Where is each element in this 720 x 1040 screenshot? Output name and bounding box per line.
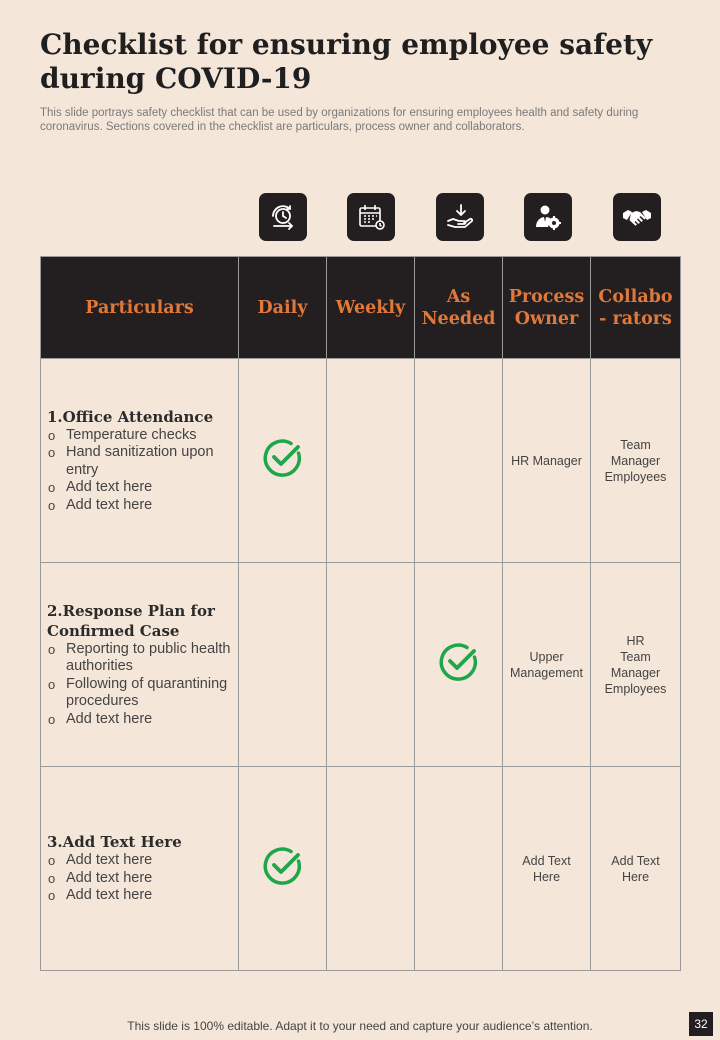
daily-cell — [239, 767, 327, 971]
list-item: o Following of quarantining procedures — [47, 676, 232, 711]
handshake-icon — [613, 193, 661, 241]
header-process-owner: Process Owner — [503, 257, 591, 359]
weekly-cell — [327, 359, 415, 563]
collaborator: Employees — [604, 681, 667, 696]
daily-cell — [239, 563, 327, 767]
process-owner-text: Add Text Here — [522, 853, 571, 884]
check-icon — [262, 437, 304, 479]
list-item: o Reporting to public health authorities — [47, 641, 232, 676]
section-title: 2.Response Plan for Confirmed Case — [47, 601, 215, 640]
timer-icon — [259, 193, 307, 241]
collaborator: Team — [620, 437, 651, 452]
collaborator: HR — [626, 633, 645, 648]
page-subtitle: This slide portrays safety checklist that can be used by organizations for ensuring employees health and safety during coronavirus. Sections covered in the checklist are particulars, process owner and collaborators. — [40, 107, 639, 133]
item-list — [47, 641, 232, 729]
table-header-row — [41, 257, 681, 359]
section-title: 3.Add Text Here — [47, 833, 182, 852]
hand-download-icon — [436, 193, 484, 241]
as-needed-cell — [415, 563, 503, 767]
weekly-cell — [327, 767, 415, 971]
collaborator: Add Text Here — [611, 853, 660, 884]
item-list — [47, 852, 232, 905]
header-particulars: Particulars — [41, 257, 239, 359]
column-icon-row — [0, 193, 720, 241]
process-owner-cell — [503, 767, 591, 971]
process-owner-cell: HR Manager — [503, 359, 591, 563]
collaborators-cell — [591, 767, 681, 971]
checklist-table — [40, 256, 681, 971]
calendar-icon — [347, 193, 395, 241]
particulars-cell — [41, 359, 239, 563]
table-row — [41, 563, 681, 767]
particulars-cell — [41, 563, 239, 767]
collaborator: Manager — [610, 453, 661, 468]
list-item: o Add text here — [47, 479, 232, 497]
item-list — [47, 427, 232, 515]
list-item: o Add text here — [47, 870, 232, 888]
collaborator: Manager — [610, 665, 661, 680]
page-number: 32 — [689, 1012, 713, 1036]
collaborators-cell — [591, 359, 681, 563]
list-item: o Hand sanitization upon entry — [47, 444, 232, 479]
collaborators-cell — [591, 563, 681, 767]
page-title: Checklist for ensuring employee safety during COVID-19 — [40, 28, 653, 95]
list-item: o Add text here — [47, 852, 232, 870]
as-needed-cell — [415, 359, 503, 563]
header-weekly: Weekly — [327, 257, 415, 359]
header-collaborators: Collabo - rators — [591, 257, 681, 359]
header-daily: Daily — [239, 257, 327, 359]
list-item: o Temperature checks — [47, 427, 232, 445]
check-icon — [438, 641, 480, 683]
weekly-cell — [327, 563, 415, 767]
table-row — [41, 359, 681, 563]
daily-cell — [239, 359, 327, 563]
list-item: o Add text here — [47, 887, 232, 905]
collaborator: Employees — [604, 469, 667, 484]
list-item: o Add text here — [47, 711, 232, 729]
section-title: 1.Office Attendance — [47, 407, 214, 426]
as-needed-cell — [415, 767, 503, 971]
process-owner-cell: Upper Management — [503, 563, 591, 767]
footer-note: This slide is 100% editable. Adapt it to your need and capture your audience’s attention. — [127, 1019, 593, 1033]
check-icon — [262, 845, 304, 887]
table-row — [41, 767, 681, 971]
manager-gear-icon — [524, 193, 572, 241]
header-as-needed: As Needed — [415, 257, 503, 359]
particulars-cell — [41, 767, 239, 971]
collaborator: Team — [620, 649, 651, 664]
list-item: o Add text here — [47, 497, 232, 515]
